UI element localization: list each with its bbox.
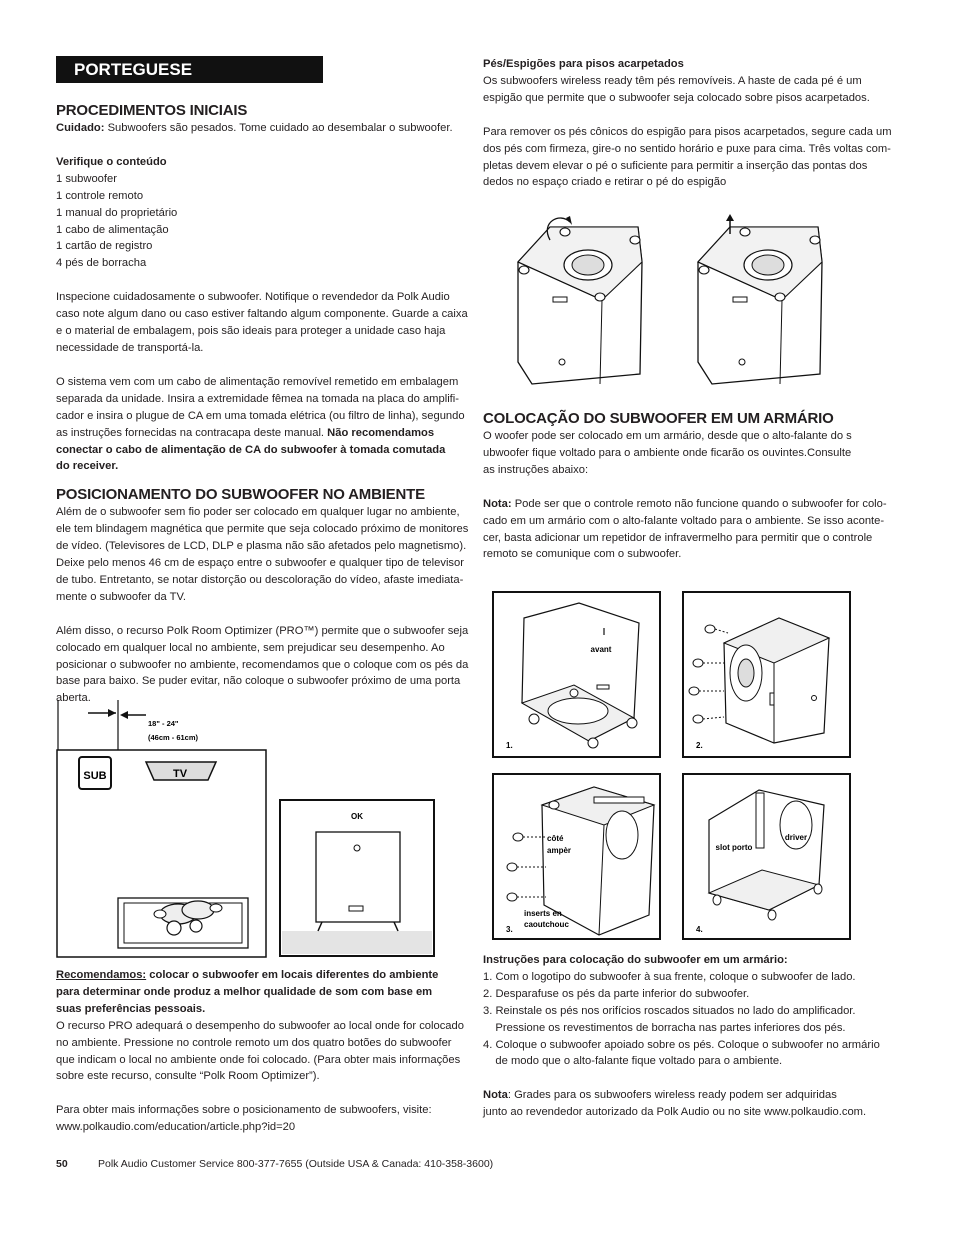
pro2-paragraph: O recurso PRO adequará o desempenho do subwoofer ao local onde for colocado no ambiente. Pressione no controle remoto um dos quatro botões do subwoofer que indicam o local no ambiente onde foi colocado. (Para obter mais informações sobre este recurso, consulte “Polk Room Optimizer”).	[56, 1019, 464, 1083]
more-info-paragraph: Para obter mais informações sobre o posicionamento de subwoofers, visite: www.polkaudio.com/education/article.php?id=20	[56, 1102, 470, 1136]
slot-label: slot porto	[715, 843, 753, 852]
list-item: 1 cartão de registro	[56, 240, 153, 253]
distance-label: 18" - 24"	[148, 719, 179, 728]
list-item: 1 controle remoto	[56, 189, 144, 202]
list-item: 3. Reinstale os pés nos orifícios roscados situados no lado do amplificador.	[483, 1004, 856, 1017]
footer-text: Polk Audio Customer Service 800-377-7655 (Outside USA & Canada: 410-358-3600)	[98, 1158, 494, 1170]
page-number: 50	[56, 1158, 68, 1170]
ok-label: OK	[351, 812, 363, 821]
caoutchouc-label: caoutchouc	[524, 920, 569, 929]
right-column-instructions: Instruções para colocação do subwoofer em um armário: 1. Com o logotipo do subwoofer à sua frente, coloque o subwoofer de lado. 2. Desparafuse os pés da parte inferior do subwoofer. 3. Reinstale os pés nos orifícios roscados situados no lado do amplificador. Pressione os revestimentos de borracha nas partes inferiores dos pés. 4. Coloque o subwoofer apoiado sobre os pés. Coloque o subwoofer no armário de modo que o alto-falante fique voltado para o ambiente. Nota: Grades para os subwoofers wireless ready podem ser adquiridas junto ao revendedor autorizado da Polk Audio ou no site www.polkaudio.com.	[483, 952, 897, 1121]
feet-title: Pés/Espigões para pisos acarpetados	[483, 58, 684, 70]
inserts-label: inserts en	[524, 909, 562, 918]
feet-removal-figure	[510, 212, 840, 387]
cote-label: côté	[547, 834, 564, 843]
list-item: 1 cabo de alimentação	[56, 223, 169, 236]
right-column: Pés/Espigões para pisos acarpetados Os subwoofers wireless ready têm pés removíveis. A haste de cada pé é um espigão que permite que o subwoofer seja colocado sobre pisos acarpetados. Para remover os pés cônicos do espigão para pisos acarpetados, segure cada um dos pés com firmeza, gire-o no sentido horário e puxe para cima. Três voltas com- pletas devem elevar o pé o suficiente para permitir a inserção das pontas dos dedos no espaço criado e retirar o pé do espigão	[483, 58, 892, 189]
caution-label: Cuidado:	[56, 122, 105, 134]
list-item: de modo que o alto-falante fique voltado para o ambiente.	[483, 1055, 783, 1068]
final-note-label: Nota	[483, 1089, 508, 1102]
list-item: 2. Desparafuse os pés da parte inferior do subwoofer.	[483, 987, 750, 1000]
power-paragraph: O sistema vem com um cabo de alimentação removível remetido em embalagem separada da unidade. Insira a extremidade fêmea na tomada na placa do amplifi- cador e insira o plugue de CA em uma tomada elétrica (ou filtro de linha), segundo as instruções fornecidas na contracapa deste manual. Não recomendamos conectar o cabo de alimentação de CA do subwoofer à tomada comutada do receiver.	[56, 375, 465, 473]
placement-paragraph: Além de o subwoofer sem fio poder ser colocado em qualquer lugar no ambiente, ele tem blindagem magnética que permite que seja colocado próximo de monitores de vídeo. (Televisores de LCD, DLP e plasma não são afetados pelo magnetismo). Deixe pelo menos 46 cm de espaço entre o subwoofer e qualquer tipo de televisor de tubo. Entretanto, se notar distorção ou descoloração do vídeo, afaste imediata- mente o subwoofer da TV.	[56, 506, 469, 603]
list-item: 1 subwoofer	[56, 172, 117, 185]
list-item: 1 manual do proprietário	[56, 206, 178, 219]
instructions-title: Instruções para colocação do subwoofer em um armário:	[483, 954, 788, 966]
avant-label: avant	[590, 645, 612, 654]
left-column-lower: Recomendamos: colocar o subwoofer em locais diferentes do ambiente para determinar onde produz a melhor qualidade de som com base em suas preferências pessoais. O recurso PRO adequará o desempenho do subwoofer ao local onde for colocado no ambiente. Pressione no controle remoto um dos quatro botões do subwoofer que indicam o local no ambiente onde foi colocado. (Para obter mais informações sobre este recurso, consulte “Polk Room Optimizer”). Para obter mais informações sobre o posicionamento de subwoofers, visite: www.polkaudio.com/education/article.php?id=20	[56, 967, 470, 1136]
section-banner: PORTEGUESE	[56, 56, 323, 83]
recommend-label: Recomendamos:	[56, 969, 147, 981]
tv-label: TV	[172, 768, 188, 780]
heading-procedimentos: PROCEDIMENTOS INICIAIS	[56, 102, 248, 119]
caution-paragraph	[56, 120, 470, 137]
pro-paragraph: Além disso, o recurso Polk Room Optimizer (PRO™) permite que o subwoofer seja colocado em qualquer local no ambiente, sem prejudicar seu desempenho. Ao posicionar o subwoofer no ambiente, recomendamos que o coloque com os pés da base para baixo. Se puder evitar, não coloque o subwoofer próximo de uma porta aberta.	[56, 624, 469, 705]
heading-posicionamento: POSICIONAMENTO DO SUBWOOFER NO AMBIENTE	[56, 486, 425, 504]
contents-list	[56, 171, 470, 272]
step-number: 3.	[506, 925, 513, 934]
step-number: 1.	[506, 741, 513, 750]
heading-armario: COLOCAÇÃO DO SUBWOOFER EM UM ARMÁRIO	[483, 410, 834, 427]
subwoofer-lift-icon	[698, 214, 822, 384]
list-item: 4. Coloque o subwoofer apoiado sobre os pés. Coloque o subwoofer no armário	[483, 1038, 880, 1051]
right-column-cabinet: COLOCAÇÃO DO SUBWOOFER EM UM ARMÁRIO O woofer pode ser colocado em um armário, desde que o alto-falante do s ubwoofer fique voltado para o ambiente onde ficarão os ouvintes.Consulte as instruções abaixo: Nota: Pode ser que o controle remoto não funcione quando o subwoofer for colo- cado em um armário com o alto-falante voltado para o ambiente. Se isso aconte- cer, basta adicionar um repetidor de infravermelho para permitir que o controle remoto se comunique com o subwoofer.	[483, 409, 897, 563]
url-text: www.polkaudio.com/education/article.php?id=20	[56, 1121, 296, 1134]
left-column	[56, 101, 470, 707]
inspect-paragraph: Inspecione cuidadosamente o subwoofer. Notifique o revendedor da Polk Audio caso note algum dano ou caso estiver faltando algum componente. Guarde a caixa e o material de embalagem, pois são ideais para proteger a unidade caso haja necessidade de transportá-la.	[56, 291, 468, 354]
cabinet-step-4	[682, 773, 851, 940]
note-label: Nota:	[483, 497, 512, 510]
step-number: 4.	[696, 925, 703, 934]
subwoofer-rotate-icon	[518, 216, 642, 384]
cabinet-step-3	[492, 773, 661, 940]
distance-label-metric: (46cm - 61cm)	[148, 733, 199, 742]
contents-title: Verifique o conteúdo	[56, 155, 167, 168]
cabinet-step-1	[492, 591, 661, 758]
sub-label: SUB	[83, 770, 107, 782]
list-item: Pressione os revestimentos de borracha nas partes inferiores dos pés.	[483, 1021, 846, 1034]
list-item: 4 pés de borracha	[56, 257, 147, 270]
driver-label: driver	[784, 833, 808, 842]
amper-label: ampèr	[547, 846, 572, 855]
list-item: 1. Com o logotipo do subwoofer à sua frente, coloque o subwoofer de lado.	[483, 970, 856, 983]
caution-text: Subwoofers são pesados. Tome cuidado ao desembalar o subwoofer.	[104, 122, 453, 134]
step-number: 2.	[696, 741, 703, 750]
cabinet-step-2	[682, 591, 851, 758]
room-placement-figure	[56, 700, 446, 960]
